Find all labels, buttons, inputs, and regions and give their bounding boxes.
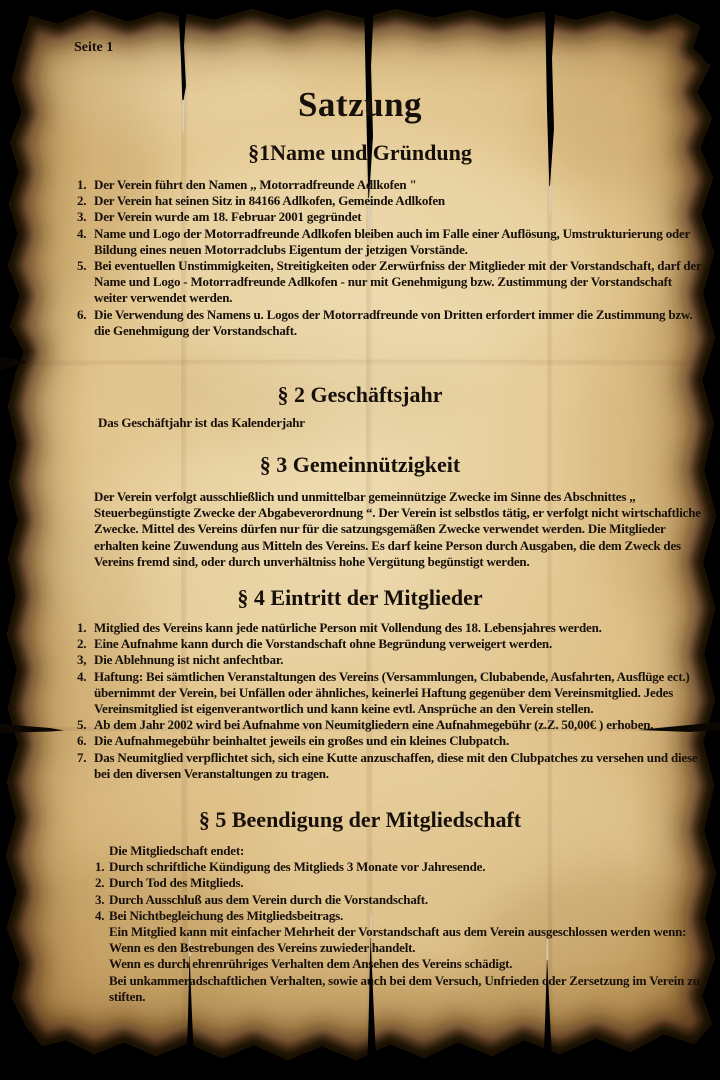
section-1-list	[77, 177, 707, 339]
item-text: Mitglied des Vereins kann jede natürliche Person mit Vollendung des 18. Lebensjahres werden.	[94, 620, 602, 635]
section-5-subline: Bei unkammeradschaftlichen Verhalten, sowie auch bei dem Versuch, Unfrieden oder Zersetzung im Verein zu stiften.	[109, 972, 700, 1004]
item-text: Das Neumitglied verpflichtet sich, sich eine Kutte anzuschaffen, diese mit den Clubpatches zu versehen und diese bei den diversen Veranstaltungen zu tragen.	[94, 749, 698, 781]
list-item	[95, 859, 701, 875]
list-item	[77, 636, 707, 652]
list-item	[77, 177, 707, 193]
list-item	[77, 717, 707, 733]
item-text: Die Ablehnung ist nicht anfechtbar.	[94, 652, 284, 668]
item-marker: 6.	[77, 733, 87, 749]
item-text: Durch Tod des Mitglieds.	[109, 875, 244, 891]
item-marker: 5.	[77, 258, 87, 274]
list-item	[77, 258, 707, 307]
item-marker: 3,	[77, 652, 87, 668]
document-title: Satzung	[297, 85, 423, 124]
section-5-body	[95, 843, 701, 1005]
item-marker: 2.	[95, 875, 105, 891]
item-marker: 2.	[77, 193, 87, 209]
list-item	[95, 892, 701, 908]
item-text: Die Verwendung des Namens u. Logos der Motorradfreunde von Dritten erfordert immer die Zustimmung bzw. die Genehmigung der Vorstandschaft.	[94, 306, 693, 338]
section-4-heading: § 4 Eintritt der Mitglieder	[237, 585, 483, 610]
section-5-subline: Wenn es den Bestrebungen des Vereins zuwieder handelt.	[109, 940, 416, 956]
section-5-intro: Die Mitgliedschaft endet:	[109, 843, 245, 858]
list-item	[77, 193, 707, 209]
item-marker: 4.	[77, 225, 87, 241]
item-marker: 4.	[77, 668, 87, 684]
item-text: Durch Ausschluß aus dem Verein durch die Vorstandschaft.	[109, 891, 428, 907]
item-marker: 1.	[77, 177, 87, 192]
item-marker: 2.	[77, 636, 87, 652]
item-marker: 4.	[95, 907, 105, 923]
item-text: Name und Logo der Motorradfreunde Adlkofen bleiben auch im Falle einer Auflösung, Umstrukturierung oder Bildung eines neuen Motorradclubs Eigentum der jetzigen Vorstände.	[94, 225, 690, 257]
section-5-subline: Wenn es durch ehrenrühriges Verhalten dem Ansehen des Vereins schädigt.	[109, 956, 513, 972]
item-marker: 3.	[95, 891, 105, 907]
item-text-line: Bei Nichtbegleichung des Mitgliedsbeitrags.	[109, 907, 344, 923]
section-3-body: Der Verein verfolgt ausschließlich und unmittelbar gemeinnützige Zwecke im Sinne des Abschnittes „ Steuerbegünstigte Zwecke der Abgabeverordnung “. Der Verein ist selbstlos tätig, er verfolgt nicht wirtschaftliche Zwecke. Mittel des Vereins dürfen nur für die satzungsgemäßen Zwecke verwendet werden. Die Mitglieder erhalten keine Zuwendung aus Mitteln des Vereins. Es darf keine Person durch Ausgaben, die dem Zweck des Vereins fremd sind, oder durch unverhältniss hohe Vergütung begünstigt werden.	[94, 489, 701, 569]
list-item	[77, 620, 707, 636]
list-item	[77, 226, 707, 258]
list-item	[77, 652, 707, 668]
list-item	[77, 750, 707, 782]
list-item	[77, 307, 707, 339]
section-5-subline: Ein Mitglied kann mit einfacher Mehrheit der Vorstandschaft aus dem Verein ausgeschlossen werden wenn:	[109, 924, 687, 940]
list-item	[77, 733, 707, 749]
item-marker: 5.	[77, 717, 87, 733]
item-text: Der Verein hat seinen Sitz in 84166 Adlkofen, Gemeinde Adlkofen	[94, 193, 445, 209]
list-item	[77, 669, 707, 718]
section-5-heading: § 5 Beendigung der Mitgliedschaft	[198, 807, 522, 832]
item-text: Eine Aufnahme kann durch die Vorstandschaft ohne Begründung verweigert werden.	[94, 636, 552, 652]
item-text: Durch schriftliche Kündigung des Mitglieds 3 Monate vor Jahresende.	[109, 859, 486, 875]
item-marker: 7.	[77, 749, 87, 765]
item-marker: 3.	[77, 209, 87, 225]
item-text: Ab dem Jahr 2002 wird bei Aufnahme von Neumitgliedern eine Aufnahmegebühr (z.Z. 50,00€ ) erhoben.	[94, 717, 654, 733]
item-text: Bei eventuellen Unstimmigkeiten, Streitigkeiten oder Zerwürfniss der Mitglieder mit der Vorstandschaft, darf der Name und Logo - Motorradfreunde Adlkofen - nur mit Genehmigung bzw. Zustimmung der Vorstandschaft weiter verwendet werden.	[94, 258, 702, 306]
item-marker: 1.	[95, 859, 105, 875]
section-1-heading: §1Name und Gründung	[248, 140, 472, 165]
item-text: Der Verein führt den Namen ,, Motorradfreunde Adlkofen "	[94, 177, 417, 192]
item-text: Die Aufnahmegebühr beinhaltet jeweils ein großes und ein kleines Clubpatch.	[94, 733, 510, 749]
page-number: Seite 1	[74, 40, 114, 55]
item-marker: 1.	[77, 620, 87, 635]
item-marker: 6.	[77, 306, 87, 322]
item-text: Der Verein wurde am 18. Februar 2001 gegründet	[94, 209, 362, 225]
list-item	[77, 209, 707, 225]
section-2-heading: § 2 Geschäftsjahr	[277, 382, 443, 407]
list-item	[95, 875, 701, 891]
item-text	[109, 908, 701, 1005]
list-item	[95, 908, 701, 1005]
section-2-body: Das Geschäftjahr ist das Kalenderjahr	[98, 415, 305, 430]
item-text: Haftung: Bei sämtlichen Veranstaltungen des Vereins (Versammlungen, Clubabende, Ausfahrten, Ausflüge ect.) übernimmt der Verein, bei Unfällen oder ähnliches, keinerlei Haftung gegenüber dem Vereinsmitglied. Jedes Vereinsmitglied ist eigenverantwortlich und kann keine evtl. Ansprüche an den Verein stellen.	[94, 668, 690, 717]
section-3-heading: § 3 Gemeinnützigkeit	[259, 452, 461, 477]
section-4-list	[77, 620, 707, 782]
